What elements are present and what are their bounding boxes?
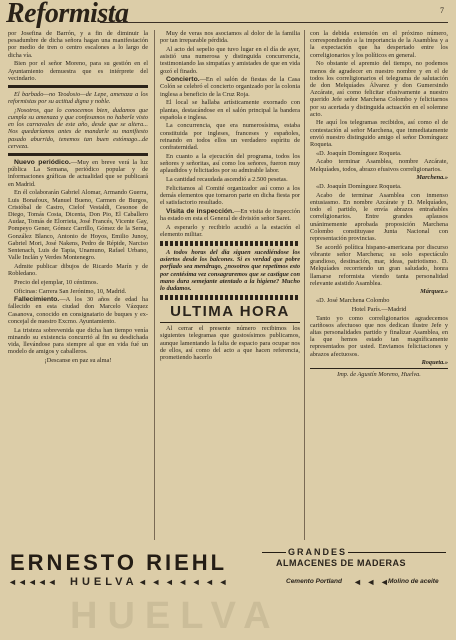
telegram-address: «D. José Marchena Colombo [316,297,390,305]
article-paragraph: Al cerrar el presente número recibimos los siguientes telegramas que gustosísimos publicamos, aunque lamentando la falta de espacio para ocupar nos de ellos, así como del acto a que hacen referencia, prometiendo hacerlo [160,325,300,362]
telegram-text: Acabo terminar Asamblea, nombre Azcárate, Melquíades, todos, abrazo efusivos correligionarios. [310,158,448,173]
article-paragraph: No obstante el apremio del tiempo, no podemos menos de agradecer en nuestro nombre y en el de todos los correligionarios el telegrama de salutación de don Melquíades Álvarez y don Gumersindo Azcárate, así como felicitar efusivamente a nuestro querido Jefe señor Marchena Colombo y felicitarnos por su acertada y distinguida actuación en el solemne acto. [310,60,448,118]
masthead-title: Reformista [6,0,129,29]
telegram-address: «D. Joaquín Domínguez Roqueta. [316,183,402,191]
article-paragraph: En cuanto a la ejecución del programa, todos los señores y señoritas, así como los señores, fueron muy aplaudidos y felicitados por su admirable labor. [160,152,300,175]
ad-city: HUELVA [70,576,138,588]
telegram-text: Acabo de terminar Asamblea con inmenso entusiasmo. En nombre Azcárate y D. Melquíades, todo el partido, le envía abrazos entrañables correligionarios. Entre grandes aplausos unánimemente aprobada proposición Marchena Colombo constituyase Junta Nacional con representación provincias. [310,191,448,242]
italic-notice: A todos horas del dia siguen sucediéndose los asiertos desde los balcones. Si es verdad que pobre porfiado sea mendrugo, ¿nosotros que repetimos esto por centésima vez consagraremos que se castigue con mano dura semejante atentado a la higiene? Mucho lo dudamos. [160,248,300,292]
ad-grandes: GRANDES [288,547,348,557]
article-paragraph: Precio del ejemplar, 10 céntimos. [14,278,99,286]
section-rule [160,322,300,323]
arrow-decoration-icon: ◄ ◄ ◄ ◄ ◄ ◄ ◄ [138,577,229,587]
article-paragraph: He aquí los telegramas recibidos, así como el de contestación al señor Marchena, que inmediatamente envió nuestro distinguido amigo el señor Domínguez Roqueta. [310,119,448,149]
telegram-signature: Marchena.» [416,174,448,182]
article-paragraph: por Josefina de Barrón, y a fin de diminuir la pesadumbre de dicha señora hagan una manifestación por medio de tren o centro escalones a lo largo de dicha vía. [8,30,148,59]
quote-paragraph: El barbado—no Teodosio—de Lepe, amenaza a los reformistas por su actitud digna y noble. [8,90,148,106]
section-rule [8,85,148,88]
masthead [6,0,129,28]
article-paragraph: La tristeza sobrevenida que dicha han tiempo venía minando su existencia concurrió al fin su desdichada vida, llevándose para siempre al que en vida fué un modelo de amigos y caballeros. [8,326,148,356]
article-paragraph: Oficinas: Carrera San Jerónimo, 10, Madrid. [14,287,127,295]
column-divider [304,30,305,540]
article-paragraph: A esperarlo y recibirlo acudió a la estación el elemento militar. [160,223,300,238]
printer-imprint: Imp. de Agustín Moreno, Huelva. [337,371,421,379]
ad-almacenes: ALMACENES DE MADERAS [276,558,407,568]
ad-mills: Molino de aceite [388,578,439,585]
ad-city-row [8,577,448,589]
article-paragraph: La cantidad recaudada ascendió a 2.500 pesetas. [166,175,288,183]
article-paragraph: La concurrencia, que era numerosísima, estaba constituida por ingleses, franceses y españoles, reinando en todos ellos un verdadero espíritu de confraternidad. [160,122,300,152]
article-text: —A los 30 años de edad ha fallecido en esta ciudad don Marcelo Vázquez Casanova, conocido en consignatario de buques y ex-concejal de nuestro Excmo. Ayuntamiento. [8,296,148,325]
column-1 [8,30,148,542]
article-paragraph: En él colaborarán Gabriel Alomar, Armando Guerra, Luis Bonafoux, Manuel Bueno, Carmen de Burgos, Cristóbal de Castro, Cielof Vestaldi, Cesonoe de Diego, Tomás Costa, Dicenta, Don Pio, El Caballero Audaz, Tomás de Elorrieta, José Francés, Vicente Gay, Pompeyo Gener, Gómez Carrillo, Gómez de la Serna, González Blanco, Antonio de Hoyos, Emilio Junoy, Gabriel Mori, José Nakens, Pedro de Répide, Narciso Sentenach, Luis de Tapia, Unamuno, Rafael Urbano, Valle Inclán y Verdes Montenegro. [8,189,148,262]
column-divider [154,30,155,540]
advertiser-name: ERNESTO RIEHL [10,550,228,575]
column-3 [310,30,448,542]
arrow-decoration-icon: ◄ ◄ ◄ [353,577,390,587]
telegram-address: «D. Joaquín Domínguez Roqueta. [316,149,402,157]
header-rule [100,22,448,23]
quote-paragraph: ¡Nosotros, que lo conocemos bien, dudamos que cumpla su amenaza y que confesamos no haberle visto en los carnavales de este año, desde que se altera... Nos quedaríamos antes de mandarle su manifiesto pasado aburrido, tenemos tan buen estómago...de cerveza. [8,106,148,150]
article-paragraph: Muy de veras nos asociamos al dolor de la familia por tan irreparable pérdida. [160,30,300,45]
page-number: 7 [440,6,444,15]
decorative-rule [160,241,300,246]
telegram-text: Se acordó política hispano-americana por discurso vibrante señor Marchena; su solo espectáculo grandioso, destinación, mar, ideas, patriotismo. D. Melquíades recorriendo un gran saludado, honra llamarse reformista viendo tanta personalidad relevante asistido Asamblea. [310,243,448,287]
ad-cement: Cemento Portland [286,578,342,585]
section-rule [8,153,148,156]
article-paragraph: con la debida extensión en el próximo número, correspondiendo a la importancia de la Asamblea y a la expectación que ha despertado entre los correligionarios y los políticos en general. [310,30,448,59]
ultima-hora-heading: ULTIMA HORA [170,303,290,321]
article-paragraph: Al acto del sepelio que tuvo lugar en el día de ayer, asistió una numerosa y distinguida concurrencia, testimoniando las simpatías y amistades de que en vida gozó el finado. [160,45,300,75]
decorative-rule [160,295,300,300]
article-text: —En el salón de fiestas de la Casa Colón se celebró el concierto organizado por la colonia inglesa a beneficio de la Cruz Roja. [160,76,300,98]
section-heading: Fallecimiento. [14,296,60,304]
arrow-decoration-icon: ◄◄◄◄◄ [8,577,58,587]
ad-rule [348,552,446,553]
footer-advertisement [0,545,456,640]
article-paragraph: Felicitamos al Comité organizador así como a los demás elementos que tomaron parte en dicha fiesta por el satisfactorio resultado. [160,184,300,206]
telegram-address: Hotel París.—Madrid [351,305,407,313]
telegram-signature: Roqueta.» [421,359,448,367]
column-2 [160,30,300,542]
telegram-text: Tanto yo como correligionarios agradecemos cariñosos afectuoso que nos dedican ilustre Jefe y altas personalidades partido y finalizar Asamblea, en la que hemos estado tan magníficamente representados por usted. Enviamos felicitaciones y abrazos afectuosos. [310,314,448,358]
section-heading: Visita de inspección. [166,207,235,215]
article-paragraph: ¡Descanse en paz su alma! [44,356,112,364]
article-paragraph: Admite publicar dibujos de Ricardo Marín y de Robledano. [8,262,148,278]
article-text: —En visita de inspección ha estado en esta el General de división señor Saret. [160,207,300,222]
section-rule [310,368,448,369]
ad-rule [262,552,286,553]
section-heading: Concierto. [166,76,200,84]
section-heading: Nuevo periódico. [14,159,71,167]
article-text: —Muy en breve verá la luz pública La Semana, periódico popular y de informaciones gráficas de actualidad que se publicará en Madrid. [8,159,148,188]
telegram-signature: Márquez.» [420,288,448,296]
article-paragraph: Bien por el señor Moreno, para su gestión en el Ayuntamiento demuestra que es intérprete del vecindario. [8,60,148,82]
article-paragraph: El local se hallaba artísticamente exornado con plantas, destacándose en el salón principal la bandera española e inglesa. [160,99,300,121]
bleed-through-watermark: HUELVA [70,595,281,637]
